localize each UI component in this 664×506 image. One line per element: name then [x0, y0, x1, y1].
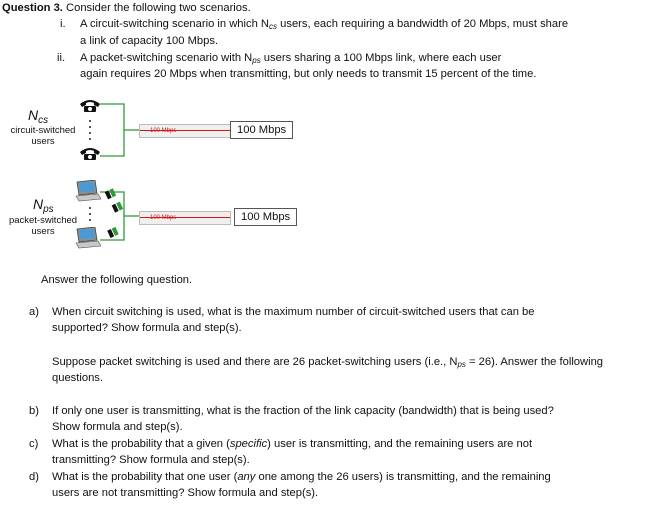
- part-d-text-pre: What is the probability that one user (: [52, 471, 238, 483]
- packet-capacity-label: 100 Mbps: [234, 208, 297, 226]
- part-d-text-post: one among the 26 users) is transmitting, and the remaining: [255, 471, 551, 483]
- part-c-emphasis: specific: [229, 438, 268, 450]
- part-b-line1: If only one user is transmitting, what is the fraction of the link capacity (bandwidth) that is being used?: [52, 405, 554, 417]
- packet-label-line2: users: [31, 226, 55, 237]
- ps-intro-line2: questions.: [52, 372, 103, 384]
- circuit-link-bar: [139, 124, 231, 138]
- answer-intro: Answer the following question.: [41, 274, 193, 286]
- circuit-symbol-sub: cs: [38, 115, 49, 126]
- ellipsis-dots: [89, 207, 91, 225]
- scenario-ii-sub: ps: [252, 56, 261, 65]
- packet-symbol-n: N: [33, 196, 44, 212]
- ps-intro-sub: ps: [457, 360, 466, 369]
- ellipsis-dots: [89, 120, 91, 144]
- circuit-symbol: [28, 107, 48, 126]
- ps-intro-line1: [52, 355, 603, 372]
- circuit-users-label: [3, 125, 83, 147]
- part-b-letter: b): [29, 405, 39, 417]
- scenario-i-text-post: users, each requiring a bandwidth of 20 Mbps, must share: [277, 18, 569, 30]
- packet-label-line1: packet-switched: [8, 215, 78, 226]
- circuit-capacity-label: 100 Mbps: [230, 121, 293, 139]
- part-c-letter: c): [29, 438, 39, 450]
- question-label: Question 3.: [2, 2, 63, 14]
- packet-symbol: [33, 196, 54, 215]
- scenario-ii-line2: again requires 20 Mbps when transmitting, but only needs to transmit 15 percent of the time.: [80, 68, 537, 80]
- telephone-icon: [78, 97, 102, 113]
- part-a-line2: supported? Show formula and step(s).: [52, 322, 242, 334]
- scenario-i-line2: a link of capacity 100 Mbps.: [80, 35, 219, 47]
- part-c-text-post: ) user is transmitting, and the remaining users are not: [267, 438, 533, 450]
- computer-icon: [74, 227, 102, 249]
- circuit-label-line2: users: [31, 136, 55, 147]
- circuit-label-line1: circuit-switched: [10, 125, 76, 136]
- scenario-i-numeral: i.: [60, 18, 66, 30]
- question-heading: [2, 1, 251, 15]
- circuit-symbol-n: N: [28, 107, 39, 123]
- packet-icons: [104, 188, 128, 248]
- part-d-emphasis: any: [237, 471, 256, 483]
- packet-symbol-sub: ps: [43, 204, 54, 215]
- question-intro: Consider the following two scenarios.: [66, 2, 251, 14]
- scenario-ii-line1: [80, 51, 501, 68]
- part-a-letter: a): [29, 306, 39, 318]
- ps-intro-text-post: = 26). Answer the following: [465, 356, 604, 368]
- part-a-line1: When circuit switching is used, what is the maximum number of circuit-switched users that can be: [52, 306, 535, 318]
- scenario-i-sub: cs: [269, 22, 278, 31]
- scenario-ii-numeral: ii.: [57, 52, 66, 64]
- scenario-i-text-pre: A circuit-switching scenario in which N: [80, 18, 270, 30]
- scenario-i-line1: [80, 17, 568, 34]
- part-d-line1: [52, 470, 551, 484]
- part-c-text-pre: What is the probability that a given (: [52, 438, 230, 450]
- part-c-line1: [52, 437, 532, 451]
- scenario-ii-text-post: users sharing a 100 Mbps link, where each user: [260, 52, 502, 64]
- scenario-ii-text-pre: A packet-switching scenario with N: [80, 52, 253, 64]
- packet-link-bar: [139, 211, 231, 225]
- circuit-link-bar-text: 100 Mbps: [150, 128, 177, 134]
- ps-intro-text-pre: Suppose packet switching is used and there are 26 packet-switching users (i.e., N: [52, 356, 458, 368]
- part-c-line2: transmitting? Show formula and step(s).: [52, 454, 250, 466]
- part-b-line2: Show formula and step(s).: [52, 421, 183, 433]
- computer-icon: [74, 180, 102, 202]
- part-d-letter: d): [29, 471, 39, 483]
- telephone-icon: [78, 145, 102, 161]
- packet-link-bar-text: 100 Mbps: [150, 215, 177, 221]
- packet-users-label: [3, 215, 83, 237]
- part-d-line2: users are not transmitting? Show formula and step(s).: [52, 487, 319, 499]
